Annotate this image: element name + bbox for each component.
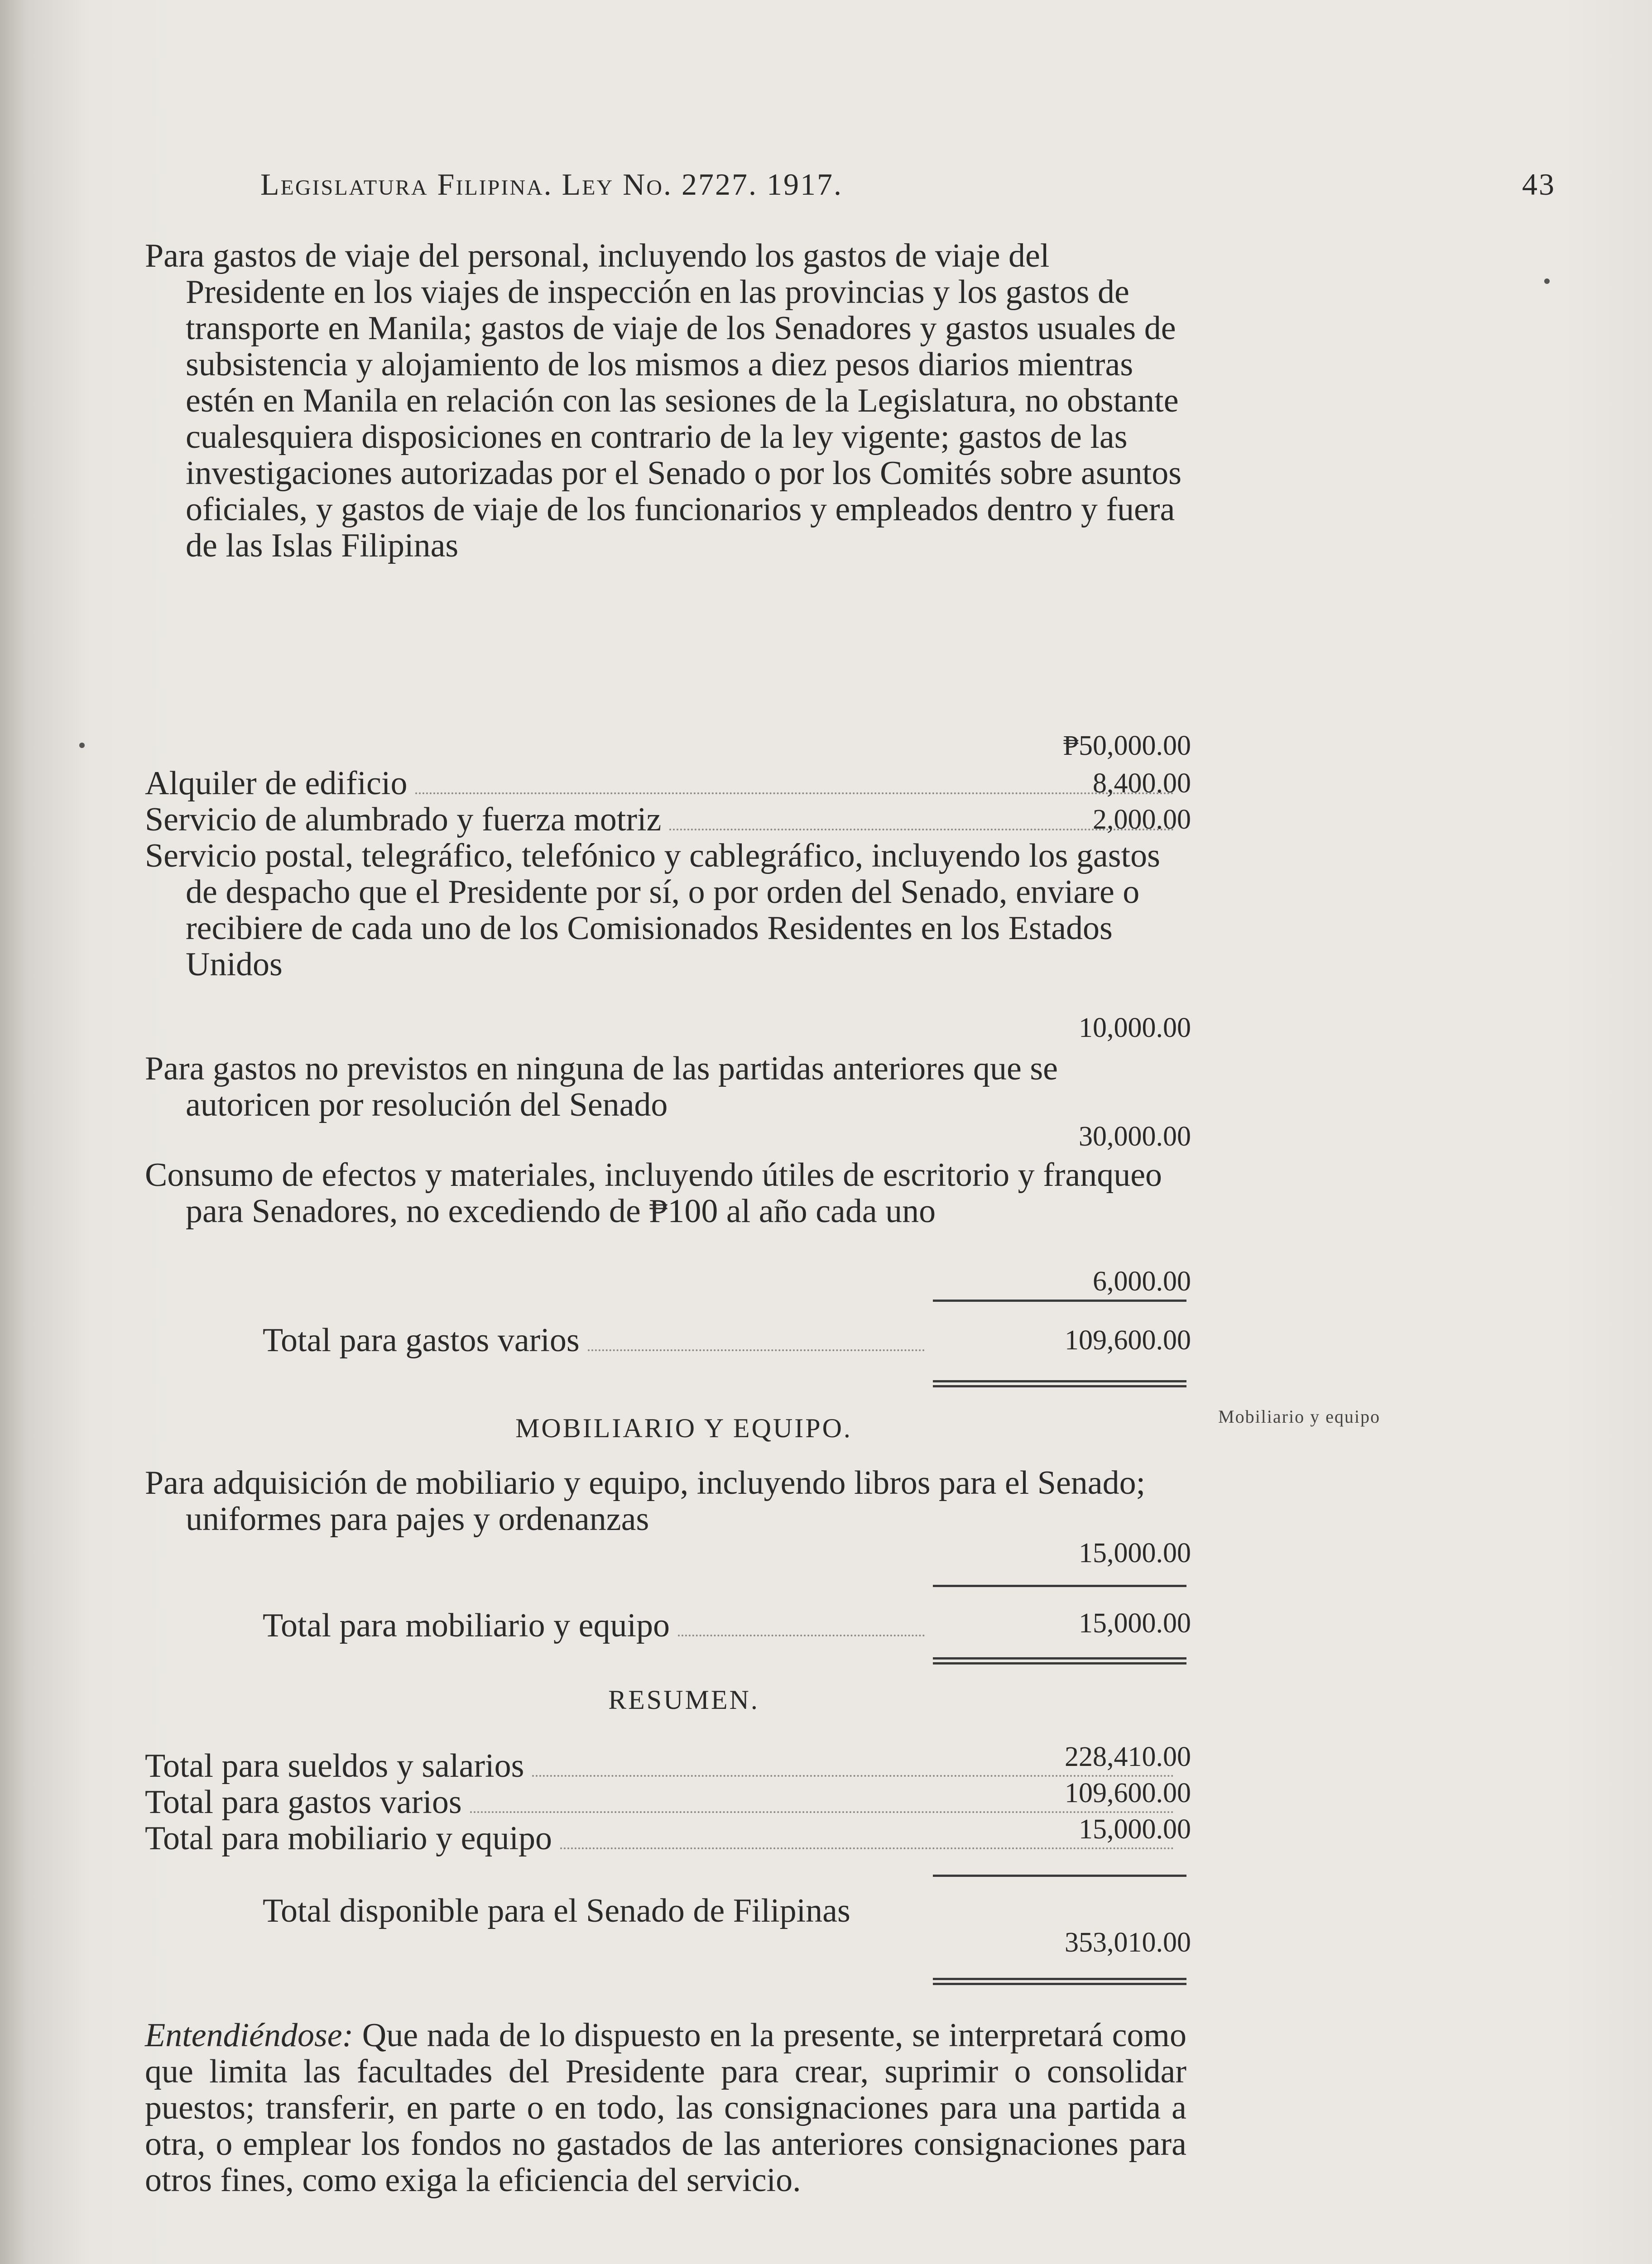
total-row <box>263 1322 933 1358</box>
margin-note: Mobiliario y equipo <box>1218 1406 1380 1427</box>
dot-leader <box>588 1349 925 1351</box>
list-item <box>145 238 1182 758</box>
dot-leader <box>678 1635 925 1636</box>
scan-speck <box>1544 278 1550 284</box>
item-description: Servicio de alumbrado y fuerza motriz <box>145 801 662 838</box>
total-double-rule <box>933 1657 1186 1664</box>
summary-amount: 15,000.00 <box>1079 1814 1191 1845</box>
summary-label: Total para gastos varios <box>145 1784 462 1821</box>
item-description: Consumo de efectos y materiales, incluyendo útiles de escritorio y franqueo para Senadores, no excediendo de ₱100 al año cada uno <box>145 1156 1162 1230</box>
item-amount: 8,400.00 <box>1093 768 1191 799</box>
item-amount: 15,000.00 <box>1079 1538 1191 1568</box>
item-description: Para adquisición de mobiliario y equipo, incluyendo libros para el Senado; uniformes para pajes y ordenanzas <box>145 1464 1146 1538</box>
proviso-lead: Entendiéndose: <box>145 2017 354 2054</box>
total-amount: 15,000.00 <box>1079 1608 1191 1639</box>
page-number: 43 <box>1522 167 1556 201</box>
proviso-paragraph <box>145 2017 1186 2198</box>
grand-total-row <box>263 1893 933 1929</box>
summary-label: Total para sueldos y salarios <box>145 1747 524 1784</box>
list-item <box>145 1157 1182 1229</box>
total-label: Total para gastos varios <box>263 1322 580 1359</box>
total-row <box>263 1607 933 1644</box>
section-heading: MOBILIARIO Y EQUIPO. <box>515 1413 852 1443</box>
item-amount: 2,000.00 <box>1093 804 1191 835</box>
grand-total-label: Total disponible para el Senado de Filipinas <box>263 1892 850 1929</box>
total-double-rule <box>933 1380 1186 1387</box>
subtotal-rule <box>933 1585 1186 1587</box>
summary-amount: 109,600.00 <box>1065 1778 1191 1808</box>
item-amount: 6,000.00 <box>1093 1266 1191 1297</box>
subtotal-rule <box>933 1300 1186 1302</box>
running-head: Legislatura Filipina. Ley No. 2727. 1917. <box>260 167 843 201</box>
item-description: Para gastos de viaje del personal, incluyendo los gastos de viaje del Presidente en los viajes de inspección en las provincias y los gastos de transporte en Manila; gastos de viaje de los Senadores y gastos usuales de subsistencia y alojamiento de los mismos a diez pesos diarios mientras estén en Manila en relación con las sesiones de la Legislatura, no obstante cualesquiera disposiciones en contrario de la ley vigente; gastos de las investigaciones autorizadas por el Senado o por los Comités sobre asuntos oficiales, y gastos de viaje de los funcionarios y empleados dentro y fuera de las Islas Filipinas <box>145 237 1182 564</box>
scan-speck <box>79 743 85 748</box>
total-amount: 109,600.00 <box>1065 1325 1191 1356</box>
dot-leader <box>560 1847 1174 1849</box>
subtotal-rule <box>933 1875 1186 1877</box>
item-amount: 30,000.00 <box>1079 1121 1191 1152</box>
item-description: Alquiler de edificio <box>145 765 408 802</box>
summary-label: Total para mobiliario y equipo <box>145 1820 552 1857</box>
section-heading: RESUMEN. <box>608 1685 759 1715</box>
total-label: Total para mobiliario y equipo <box>263 1607 670 1644</box>
item-description: Servicio postal, telegráfico, telefónico y cablegráfico, incluyendo los gastos de despacho que el Presidente por sí, o por orden del Senado, enviare o recibiere de cada uno de los Comisionados Residentes en los Estados Unidos <box>145 837 1160 983</box>
dot-leader <box>470 1811 1174 1813</box>
grand-total-amount: 353,010.00 <box>1065 1927 1191 1958</box>
summary-amount: 228,410.00 <box>1065 1741 1191 1772</box>
list-item <box>145 838 1182 983</box>
expense-list <box>145 238 1182 758</box>
grand-total-double-rule <box>933 1978 1186 1985</box>
list-item <box>145 1050 1182 1123</box>
item-amount: 10,000.00 <box>1079 1012 1191 1043</box>
item-description: Para gastos no previstos en ninguna de las partidas anteriores que se autoricen por resolución del Senado <box>145 1050 1058 1123</box>
proviso-text: Que nada de lo dispuesto en la presente, se interpretará como que limita las facultades del Presidente para crear, suprimir o consolidar puestos; transferir, en parte o en todo, las consignaciones para una partida a otra, o emplear los fondos no gastados de las anteriores consignaciones para otros fines, como exiga la eficiencia del servicio. <box>145 2017 1186 2199</box>
dot-leader <box>532 1775 1174 1777</box>
page-header <box>260 167 1556 216</box>
item-amount: ₱50,000.00 <box>1063 730 1191 761</box>
list-item <box>145 1465 1182 1537</box>
